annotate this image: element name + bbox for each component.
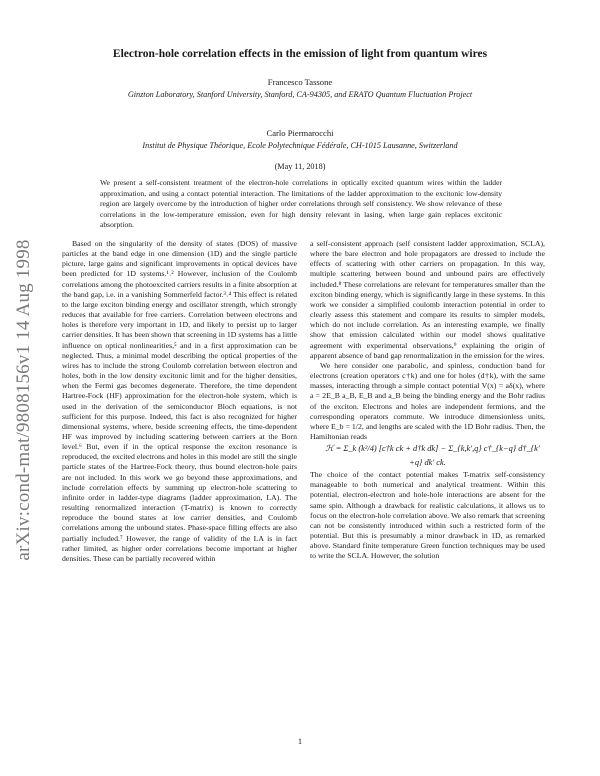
body-paragraph: Based on the singularity of the density of states (DOS) of massive particles at the band edge in one dimension (1D) and the single particle picture, large gains and significant improvements in optical devices have been predicted for 1D systems.¹˒² However, inclusion of the Coulomb correlations among the photoexcited carriers results in a finite absorption at the band gap, i.e. in a vanishing Sommerfeld factor.³˒⁴ This effect is related to the large exciton binding energy and oscillator strength, which strongly reduces that available for free carriers. Correlation between electrons and holes is therefore very important in 1D, and likely to persist up to larger carrier densities. It has been shown that screening in 1D systems has a little influence on optical nonlinearities,⁵ and in a first approximation can be neglected. Thus, a minimal model describing the optical properties of the wires has to include the strong Coulomb correlation between electron and holes, both in the low density excitonic limit and for the higher densities, when the Fermi gas becomes degenerate. Therefore, the time dependent Hartree-Fock (HF) approximation for the electron-hole system, which is used in the derivation of the semiconductor Bloch equations, is not sufficient for this purpose. Indeed, this fact is also recognized for higher dimensional systems, where, beside screening effects, the time-dependent HF was improved by including scattering between carriers at the Born level.⁶ But, even if in the optical response the exciton resonance is reproduced, the excited electrons and holes in this model are still the single particle states of the Hartree-Fock theory, thus bound electron-hole pairs are not included. In this work we go beyond these approximations, and include correlation effects by summing up electron-hole scattering to infinite order in ladder-type diagrams (ladder approximation, LA). The resulting renormalized interaction (T-matrix) is known to correctly reproduce the bound states at low carrier densities, and Coulomb correlations among the unbound states. Phase-space filling effects are also partially included.⁷ However, the range of validity of the LA is in fact rather limited, as higher order correlations become important at higher densities. These can be partially recovered within (62, 239, 297, 563)
body-paragraph: The choice of the contact potential makes T-matrix self-consistency manageable to both numerical and analytical treatment. Within this potential, electron-electron and hole-hole interactions are absent for the same spin. Although a drawback for realistic calculations, it allows us to focus on the electron-hole correlation above. We also remark that screening can not be consistently introduced within such a restricted form of the potential. But this is presumably a minor drawback in 1D, as remarked above. Standard finite temperature Green function techniques may be used to write the SCLA. However, the solution (310, 470, 545, 561)
author-name-2: Carlo Piermarocchi (266, 128, 334, 138)
left-column (62, 239, 297, 564)
author-affiliation-2: Institut de Physique Théorique, Ecole Polytechnique Fédérale, CH-1015 Lausanne, Switzerland (142, 141, 458, 150)
author-affiliation-1: Ginzton Laboratory, Stanford University, Stanford, CA-94305, and ERATO Quantum Fluctuation Project (127, 90, 473, 99)
body-paragraph: We here consider one parabolic, and spinless, conduction band for electrons (creation operators c†k) and one for holes (d†k), with the same masses, interacting through a simple contact potential V(x) = aδ(x), where a = 2E_B a_B, E_B and a_B being the binding energy and the Bohr radius of the exciton. Electrons and holes are independent fermions, and the corresponding operators commute. We introduce dimensionless units, where E_b = 1/2, and lengths are scaled with the 1D Bohr radius. Then, the Hamiltonian reads (310, 360, 545, 441)
arxiv-id: arXiv:cond-mat/9808156v1 14 Aug 1998 (13, 239, 34, 561)
paper-title: Electron-hole correlation effects in the emission of light from quantum wires (112, 48, 488, 60)
arxiv-stamp (4, 210, 44, 590)
abstract: We present a self-consistent treatment of the electron-hole correlations in optically excited quantum wires within the ladder approximation, and using a contact potential interaction. The limitations of the ladder approximation to the excitonic low-density region are largely overcome by the introduction of higher order correlations through self consistency. We show relevance of these correlations in the low-temperature emission, even for high density relevant in lasing, when large gain replaces excitonic absorption. (100, 178, 502, 230)
author-name-1: Francesco Tassone (267, 77, 333, 87)
body-paragraph: a self-consistent approach (self consistent ladder approximation, SCLA), where the bare electron and hole propagators are dressed to include the effects of scattering with other carriers on propagation. In this way, multiple scattering between bound and unbound pairs are effectively included.⁸ These correlations are relevant for temperatures smaller than the exciton binding energy, which is significantly large in these systems. In this work we consider a simplified coulomb interaction potential in order to clearly assess this statement and compare its results to simpler models, which do not include correlation. As an interesting example, we finally show that emission calculated within our model shows qualitative agreement with experimental observations,⁹ explaining the origin of apparent absence of band gap renormalization in the emission for the wires. (310, 239, 545, 360)
page-number: 1 (297, 737, 303, 746)
hamiltonian-equation: ℋ = Σ_k (k²/4) [c†k ck + d†k dk] − Σ_{k,k′,q} c†_{k−q} d†_{k′+q} dk′ ck. (325, 444, 540, 468)
paper-date: (May 11, 2018) (274, 162, 326, 171)
right-column (310, 239, 545, 562)
